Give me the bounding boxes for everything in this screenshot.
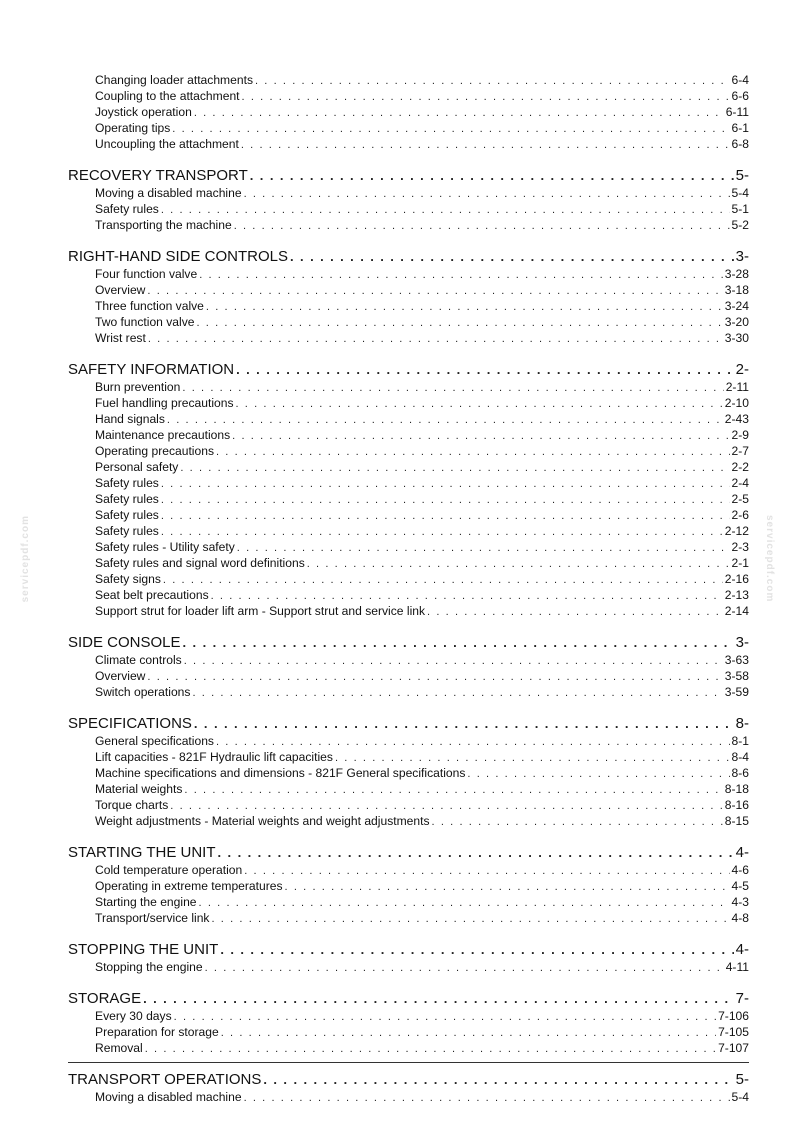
entry-page: 3-18 xyxy=(724,283,749,297)
index-entry xyxy=(95,733,749,749)
entry-label: Moving a disabled machine xyxy=(95,1090,242,1104)
index-entry xyxy=(95,1089,749,1105)
entry-page: 7-106 xyxy=(718,1009,749,1023)
dot-leader xyxy=(263,1070,733,1089)
entry-page: 6-6 xyxy=(731,89,749,103)
entry-list xyxy=(68,379,749,619)
entry-page: 6-1 xyxy=(731,121,749,135)
index-section xyxy=(68,843,749,926)
entry-page: 4-3 xyxy=(731,895,749,909)
entry-label: Every 30 days xyxy=(95,1009,172,1023)
entry-page: 7-105 xyxy=(718,1025,749,1039)
index-section xyxy=(68,1070,749,1105)
entry-page: 6-8 xyxy=(731,137,749,151)
dot-leader xyxy=(148,331,723,346)
entry-label: Machine specifications and dimensions - 821F General specifications xyxy=(95,766,466,780)
section-title: STORAGE xyxy=(68,990,142,1007)
section-heading xyxy=(68,714,749,733)
dot-leader xyxy=(432,814,723,829)
entry-page: 2-16 xyxy=(724,572,749,586)
entry-list xyxy=(68,266,749,346)
index-entry xyxy=(95,443,749,459)
dot-leader xyxy=(467,766,729,781)
entry-page: 5-1 xyxy=(731,202,749,216)
section-page: 8- xyxy=(735,715,749,732)
section-page: 7- xyxy=(735,990,749,1007)
entry-page: 2-1 xyxy=(731,556,749,570)
entry-page: 5-4 xyxy=(731,186,749,200)
dot-leader xyxy=(161,492,730,507)
entry-page: 8-6 xyxy=(731,766,749,780)
entry-label: Burn prevention xyxy=(95,380,181,394)
entry-page: 5-2 xyxy=(731,218,749,232)
dot-leader xyxy=(184,653,723,668)
dot-leader xyxy=(161,524,723,539)
entry-page: 2-9 xyxy=(731,428,749,442)
entry-label: Safety rules xyxy=(95,492,159,506)
section-page: 2- xyxy=(735,361,749,378)
dot-leader xyxy=(161,202,730,217)
entry-page: 2-11 xyxy=(725,380,749,394)
section-title: STOPPING THE UNIT xyxy=(68,941,219,958)
dot-leader xyxy=(244,1090,730,1105)
bottom-rule xyxy=(68,1062,749,1063)
entry-page: 2-12 xyxy=(724,524,749,538)
entry-page: 2-10 xyxy=(724,396,749,410)
entry-label: Safety rules xyxy=(95,524,159,538)
index-entry xyxy=(95,104,749,120)
index-entry xyxy=(95,668,749,684)
entry-label: Removal xyxy=(95,1041,143,1055)
index-entry xyxy=(95,959,749,975)
entry-label: Support strut for loader lift arm - Support strut and service link xyxy=(95,604,426,618)
dot-leader xyxy=(218,843,734,862)
index-entry xyxy=(95,781,749,797)
entry-label: Safety rules xyxy=(95,508,159,522)
entry-label: Fuel handling precautions xyxy=(95,396,234,410)
dot-leader xyxy=(192,685,722,700)
dot-leader xyxy=(182,380,723,395)
index-entry xyxy=(95,330,749,346)
dot-leader xyxy=(211,588,723,603)
index-section xyxy=(68,360,749,619)
entry-page: 8-4 xyxy=(731,750,749,764)
entry-label: Three function valve xyxy=(95,299,204,313)
entry-label: Lift capacities - 821F Hydraulic lift capacities xyxy=(95,750,333,764)
dot-leader xyxy=(180,460,729,475)
entry-page: 2-2 xyxy=(731,460,749,474)
index-entry xyxy=(95,765,749,781)
entry-label: Preparation for storage xyxy=(95,1025,219,1039)
dot-leader xyxy=(335,750,730,765)
index-entry xyxy=(95,539,749,555)
entry-label: Overview xyxy=(95,283,146,297)
entry-page: 3-63 xyxy=(724,653,749,667)
section-heading xyxy=(68,247,749,266)
section-heading xyxy=(68,940,749,959)
dot-leader xyxy=(242,89,730,104)
dot-leader xyxy=(172,121,729,136)
entry-label: Switch operations xyxy=(95,685,191,699)
entry-page: 6-11 xyxy=(725,105,749,119)
section-page: 3- xyxy=(735,634,749,651)
index-entry xyxy=(95,1008,749,1024)
dot-leader xyxy=(161,476,730,491)
index-entry xyxy=(95,603,749,619)
index-section xyxy=(68,714,749,829)
section-title: TRANSPORT OPERATIONS xyxy=(68,1071,262,1088)
entry-page: 2-14 xyxy=(724,604,749,618)
section-heading xyxy=(68,989,749,1008)
dot-leader xyxy=(174,1009,716,1024)
index-entry xyxy=(95,282,749,298)
dot-leader xyxy=(163,572,723,587)
entry-label: Hand signals xyxy=(95,412,165,426)
entry-label: Coupling to the attachment xyxy=(95,89,240,103)
index-entry xyxy=(95,894,749,910)
index-entry xyxy=(95,555,749,571)
entry-label: Safety rules xyxy=(95,476,159,490)
entry-page: 4-5 xyxy=(731,879,749,893)
index-entry xyxy=(95,298,749,314)
dot-leader xyxy=(145,1041,716,1056)
dot-leader xyxy=(220,940,733,959)
entry-label: Wrist rest xyxy=(95,331,146,345)
index-entry xyxy=(95,910,749,926)
section-page: 4- xyxy=(735,844,749,861)
watermark-right: servicepdf.com xyxy=(764,515,775,603)
entry-label: Stopping the engine xyxy=(95,960,203,974)
section-title: SIDE CONSOLE xyxy=(68,634,181,651)
index-entry xyxy=(95,878,749,894)
entry-page: 2-7 xyxy=(731,444,749,458)
entry-list xyxy=(68,862,749,926)
dot-leader xyxy=(427,604,723,619)
index-entry xyxy=(95,136,749,152)
dot-leader xyxy=(241,137,730,152)
dot-leader xyxy=(183,633,734,652)
entry-page: 2-4 xyxy=(731,476,749,490)
dot-leader xyxy=(184,782,722,797)
dot-leader xyxy=(290,247,734,266)
entry-label: Safety rules xyxy=(95,202,159,216)
entry-label: Overview xyxy=(95,669,146,683)
entry-list xyxy=(68,959,749,975)
entry-page: 8-18 xyxy=(724,782,749,796)
index-entry xyxy=(95,797,749,813)
entry-page: 3-58 xyxy=(724,669,749,683)
entry-list xyxy=(68,72,749,152)
entry-page: 3-28 xyxy=(724,267,749,281)
entry-page: 7-107 xyxy=(718,1041,749,1055)
index-section xyxy=(68,633,749,700)
dot-leader xyxy=(236,396,723,411)
dot-leader xyxy=(161,508,730,523)
dot-leader xyxy=(221,1025,716,1040)
entry-page: 5-4 xyxy=(731,1090,749,1104)
dot-leader xyxy=(199,267,723,282)
dot-leader xyxy=(285,879,730,894)
entry-label: Safety rules - Utility safety xyxy=(95,540,235,554)
index-entry xyxy=(95,862,749,878)
index-entry xyxy=(95,475,749,491)
dot-leader xyxy=(194,105,724,120)
entry-label: Personal safety xyxy=(95,460,179,474)
entry-label: Seat belt precautions xyxy=(95,588,209,602)
dot-leader xyxy=(205,960,724,975)
index-entry xyxy=(95,185,749,201)
dot-leader xyxy=(216,444,730,459)
entry-page: 3-20 xyxy=(724,315,749,329)
dot-leader xyxy=(244,863,729,878)
entry-page: 2-3 xyxy=(731,540,749,554)
entry-page: 2-43 xyxy=(724,412,749,426)
entry-label: Cold temperature operation xyxy=(95,863,243,877)
entry-label: Operating in extreme temperatures xyxy=(95,879,283,893)
entry-page: 3-24 xyxy=(724,299,749,313)
dot-leader xyxy=(244,186,730,201)
entry-page: 2-6 xyxy=(731,508,749,522)
index-section xyxy=(68,940,749,975)
index-entry xyxy=(95,72,749,88)
section-heading xyxy=(68,633,749,652)
section-page: 5- xyxy=(735,167,749,184)
entry-label: Uncoupling the attachment xyxy=(95,137,239,151)
dot-leader xyxy=(197,315,723,330)
entry-label: Safety rules and signal word definitions xyxy=(95,556,305,570)
dot-leader xyxy=(147,669,722,684)
index-entry xyxy=(95,587,749,603)
index-section xyxy=(68,989,749,1056)
entry-page: 8-15 xyxy=(724,814,749,828)
index-entry xyxy=(95,411,749,427)
section-heading xyxy=(68,843,749,862)
dot-leader xyxy=(237,540,730,555)
index-section xyxy=(68,166,749,233)
index-entry xyxy=(95,379,749,395)
entry-label: Maintenance precautions xyxy=(95,428,231,442)
dot-leader xyxy=(147,283,722,298)
index-section xyxy=(68,247,749,346)
dot-leader xyxy=(234,218,730,233)
dot-leader xyxy=(143,989,734,1008)
entry-page: 3-59 xyxy=(724,685,749,699)
entry-label: Safety signs xyxy=(95,572,161,586)
index-entry xyxy=(95,427,749,443)
entry-list xyxy=(68,1089,749,1105)
dot-leader xyxy=(236,360,734,379)
entry-label: Moving a disabled machine xyxy=(95,186,242,200)
entry-label: Weight adjustments - Material weights and weight adjustments xyxy=(95,814,430,828)
index-entry xyxy=(95,571,749,587)
index-entry xyxy=(95,266,749,282)
entry-list xyxy=(68,185,749,233)
entry-page: 4-11 xyxy=(725,960,749,974)
index-entry xyxy=(95,201,749,217)
index-entry xyxy=(95,1024,749,1040)
dot-leader xyxy=(250,166,734,185)
index-entry xyxy=(95,813,749,829)
index-section xyxy=(68,72,749,152)
dot-leader xyxy=(255,73,730,88)
entry-label: Operating precautions xyxy=(95,444,214,458)
entry-page: 8-1 xyxy=(731,734,749,748)
dot-leader xyxy=(199,895,730,910)
entry-label: Changing loader attachments xyxy=(95,73,253,87)
section-heading xyxy=(68,360,749,379)
section-page: 5- xyxy=(735,1071,749,1088)
index-entry xyxy=(95,88,749,104)
entry-label: Climate controls xyxy=(95,653,182,667)
index-entry xyxy=(95,395,749,411)
entry-label: Joystick operation xyxy=(95,105,192,119)
index-entry xyxy=(95,523,749,539)
index-entry xyxy=(95,314,749,330)
index-list xyxy=(68,72,749,1119)
index-entry xyxy=(95,652,749,668)
watermark-left: servicepdf.com xyxy=(20,515,31,603)
entry-page: 2-5 xyxy=(731,492,749,506)
dot-leader xyxy=(211,911,729,926)
entry-page: 3-30 xyxy=(724,331,749,345)
entry-label: Four function valve xyxy=(95,267,198,281)
dot-leader xyxy=(232,428,729,443)
dot-leader xyxy=(170,798,723,813)
entry-label: Transport/service link xyxy=(95,911,210,925)
dot-leader xyxy=(216,734,730,749)
entry-page: 2-13 xyxy=(724,588,749,602)
dot-leader xyxy=(194,714,734,733)
index-entry xyxy=(95,1040,749,1056)
index-entry xyxy=(95,120,749,136)
entry-page: 4-8 xyxy=(731,911,749,925)
index-entry xyxy=(95,749,749,765)
entry-label: Material weights xyxy=(95,782,183,796)
entry-list xyxy=(68,652,749,700)
dot-leader xyxy=(307,556,730,571)
index-entry xyxy=(95,507,749,523)
section-title: SAFETY INFORMATION xyxy=(68,361,235,378)
section-heading xyxy=(68,166,749,185)
entry-label: Operating tips xyxy=(95,121,171,135)
section-title: RIGHT-HAND SIDE CONTROLS xyxy=(68,248,289,265)
entry-label: General specifications xyxy=(95,734,214,748)
entry-list xyxy=(68,733,749,829)
dot-leader xyxy=(167,412,723,427)
index-entry xyxy=(95,217,749,233)
index-entry xyxy=(95,459,749,475)
entry-page: 4-6 xyxy=(731,863,749,877)
entry-label: Torque charts xyxy=(95,798,169,812)
entry-page: 6-4 xyxy=(731,73,749,87)
index-entry xyxy=(95,684,749,700)
index-entry xyxy=(95,491,749,507)
section-heading xyxy=(68,1070,749,1089)
section-title: SPECIFICATIONS xyxy=(68,715,192,732)
entry-label: Transporting the machine xyxy=(95,218,232,232)
entry-label: Starting the engine xyxy=(95,895,197,909)
section-page: 3- xyxy=(735,248,749,265)
section-title: RECOVERY TRANSPORT xyxy=(68,167,248,184)
entry-page: 8-16 xyxy=(724,798,749,812)
entry-list xyxy=(68,1008,749,1056)
section-page: 4- xyxy=(735,941,749,958)
dot-leader xyxy=(206,299,723,314)
section-title: STARTING THE UNIT xyxy=(68,844,216,861)
entry-label: Two function valve xyxy=(95,315,195,329)
